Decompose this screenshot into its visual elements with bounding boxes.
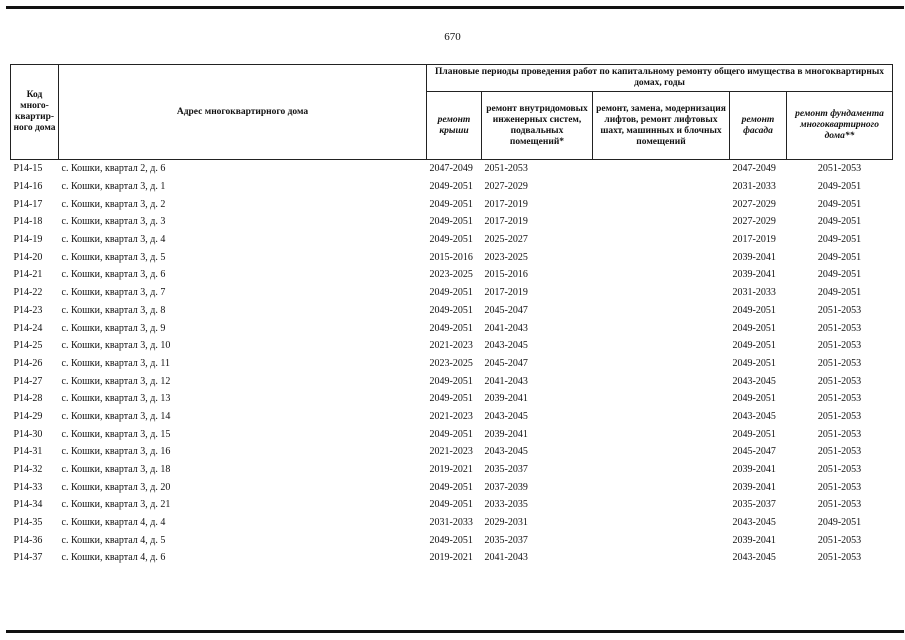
cell-roof: 2047-2049 bbox=[429, 163, 473, 175]
cell-code: Р14-28 bbox=[13, 393, 43, 405]
table-body bbox=[11, 160, 893, 567]
cell-facade: 2031-2033 bbox=[732, 287, 776, 299]
cell-lifts bbox=[593, 408, 730, 426]
cell-roof: 2031-2033 bbox=[429, 517, 473, 529]
cell-code: Р14-23 bbox=[13, 304, 43, 316]
table-row bbox=[11, 178, 893, 196]
cell-facade: 2049-2051 bbox=[732, 428, 776, 440]
cell-code: Р14-31 bbox=[13, 446, 43, 458]
cell-lifts bbox=[593, 266, 730, 284]
cell-foundation: 2049-2051 bbox=[817, 216, 862, 228]
cell-facade: 2039-2041 bbox=[732, 481, 776, 493]
cell-lifts bbox=[593, 514, 730, 532]
header-foundation: ремонт фундамента многоквартирного дома** bbox=[787, 92, 893, 160]
table-row bbox=[11, 372, 893, 390]
cell-address: с. Кошки, квартал 3, д. 13 bbox=[61, 393, 171, 405]
cell-roof: 2049-2051 bbox=[429, 322, 473, 334]
cell-engineering: 2043-2045 bbox=[484, 340, 528, 352]
cell-lifts bbox=[593, 478, 730, 496]
cell-foundation: 2051-2053 bbox=[817, 446, 862, 458]
cell-code: Р14-20 bbox=[13, 251, 43, 263]
cell-lifts bbox=[593, 319, 730, 337]
cell-foundation: 2051-2053 bbox=[817, 464, 862, 476]
cell-engineering: 2035-2037 bbox=[484, 534, 528, 546]
cell-foundation: 2051-2053 bbox=[817, 375, 862, 387]
table-row bbox=[11, 531, 893, 549]
table-row bbox=[11, 461, 893, 479]
cell-address: с. Кошки, квартал 3, д. 1 bbox=[61, 181, 166, 193]
cell-address: с. Кошки, квартал 3, д. 14 bbox=[61, 410, 171, 422]
cell-roof: 2021-2023 bbox=[429, 446, 473, 458]
cell-address: с. Кошки, квартал 4, д. 4 bbox=[61, 517, 166, 529]
cell-address: с. Кошки, квартал 3, д. 10 bbox=[61, 340, 171, 352]
header-code: Код много-квартир-ного дома bbox=[11, 65, 59, 160]
cell-roof: 2019-2021 bbox=[429, 552, 473, 564]
cell-address: с. Кошки, квартал 3, д. 11 bbox=[61, 357, 171, 369]
cell-foundation: 2049-2051 bbox=[817, 517, 862, 529]
cell-facade: 2045-2047 bbox=[732, 446, 776, 458]
cell-engineering: 2035-2037 bbox=[484, 464, 528, 476]
cell-facade: 2049-2051 bbox=[732, 357, 776, 369]
cell-facade: 2049-2051 bbox=[732, 340, 776, 352]
cell-address: с. Кошки, квартал 3, д. 4 bbox=[61, 234, 166, 246]
cell-code: Р14-24 bbox=[13, 322, 43, 334]
table-row bbox=[11, 425, 893, 443]
cell-code: Р14-15 bbox=[13, 163, 43, 175]
cell-foundation: 2051-2053 bbox=[817, 357, 862, 369]
cell-facade: 2049-2051 bbox=[732, 304, 776, 316]
header-address: Адрес многоквартирного дома bbox=[59, 65, 427, 160]
cell-facade: 2017-2019 bbox=[732, 234, 776, 246]
cell-facade: 2039-2041 bbox=[732, 464, 776, 476]
cell-engineering: 2027-2029 bbox=[484, 181, 528, 193]
table-row bbox=[11, 443, 893, 461]
table-row bbox=[11, 549, 893, 567]
cell-lifts bbox=[593, 425, 730, 443]
cell-roof: 2049-2051 bbox=[429, 428, 473, 440]
table-row bbox=[11, 337, 893, 355]
table-row bbox=[11, 284, 893, 302]
cell-foundation: 2051-2053 bbox=[817, 534, 862, 546]
cell-foundation: 2051-2053 bbox=[817, 410, 862, 422]
cell-facade: 2039-2041 bbox=[732, 269, 776, 281]
cell-lifts bbox=[593, 284, 730, 302]
cell-engineering: 2041-2043 bbox=[484, 322, 528, 334]
cell-roof: 2049-2051 bbox=[429, 198, 473, 210]
cell-facade: 2035-2037 bbox=[732, 499, 776, 511]
table-row bbox=[11, 319, 893, 337]
cell-lifts bbox=[593, 337, 730, 355]
cell-engineering: 2039-2041 bbox=[484, 393, 528, 405]
cell-facade: 2043-2045 bbox=[732, 375, 776, 387]
table-row bbox=[11, 248, 893, 266]
cell-lifts bbox=[593, 248, 730, 266]
cell-code: Р14-33 bbox=[13, 481, 43, 493]
cell-lifts bbox=[593, 390, 730, 408]
cell-facade: 2039-2041 bbox=[732, 251, 776, 263]
cell-engineering: 2043-2045 bbox=[484, 446, 528, 458]
cell-code: Р14-17 bbox=[13, 198, 43, 210]
table-row bbox=[11, 213, 893, 231]
cell-engineering: 2023-2025 bbox=[484, 251, 528, 263]
page-number: 670 bbox=[444, 31, 461, 43]
cell-engineering: 2045-2047 bbox=[484, 357, 528, 369]
cell-roof: 2049-2051 bbox=[429, 499, 473, 511]
cell-foundation: 2051-2053 bbox=[817, 304, 862, 316]
cell-engineering: 2041-2043 bbox=[484, 552, 528, 564]
table-row bbox=[11, 390, 893, 408]
table-row bbox=[11, 478, 893, 496]
cell-code: Р14-32 bbox=[13, 464, 43, 476]
cell-lifts bbox=[593, 443, 730, 461]
cell-roof: 2019-2021 bbox=[429, 464, 473, 476]
cell-foundation: 2049-2051 bbox=[817, 287, 862, 299]
cell-lifts bbox=[593, 355, 730, 373]
header-facade: ремонт фасада bbox=[730, 92, 787, 160]
cell-roof: 2049-2051 bbox=[429, 481, 473, 493]
cell-lifts bbox=[593, 178, 730, 196]
cell-foundation: 2049-2051 bbox=[817, 269, 862, 281]
cell-roof: 2021-2023 bbox=[429, 410, 473, 422]
cell-foundation: 2049-2051 bbox=[817, 234, 862, 246]
cell-foundation: 2051-2053 bbox=[817, 340, 862, 352]
cell-lifts bbox=[593, 549, 730, 567]
cell-address: с. Кошки, квартал 3, д. 6 bbox=[61, 269, 166, 281]
cell-code: Р14-18 bbox=[13, 216, 43, 228]
cell-address: с. Кошки, квартал 2, д. 6 bbox=[61, 163, 166, 175]
cell-address: с. Кошки, квартал 3, д. 3 bbox=[61, 216, 166, 228]
cell-address: с. Кошки, квартал 3, д. 8 bbox=[61, 304, 166, 316]
cell-roof: 2049-2051 bbox=[429, 375, 473, 387]
table-row bbox=[11, 160, 893, 178]
cell-foundation: 2051-2053 bbox=[817, 393, 862, 405]
cell-facade: 2031-2033 bbox=[732, 181, 776, 193]
cell-engineering: 2015-2016 bbox=[484, 269, 528, 281]
cell-code: Р14-37 bbox=[13, 552, 43, 564]
cell-engineering: 2025-2027 bbox=[484, 234, 528, 246]
cell-code: Р14-21 bbox=[13, 269, 43, 281]
cell-foundation: 2049-2051 bbox=[817, 251, 862, 263]
cell-foundation: 2051-2053 bbox=[817, 163, 862, 175]
cell-code: Р14-35 bbox=[13, 517, 43, 529]
cell-facade: 2043-2045 bbox=[732, 517, 776, 529]
cell-roof: 2049-2051 bbox=[429, 234, 473, 246]
cell-code: Р14-36 bbox=[13, 534, 43, 546]
cell-foundation: 2051-2053 bbox=[817, 481, 862, 493]
header-roof: ремонт крыши bbox=[427, 92, 482, 160]
table-row bbox=[11, 408, 893, 426]
cell-address: с. Кошки, квартал 3, д. 15 bbox=[61, 428, 171, 440]
cell-code: Р14-30 bbox=[13, 428, 43, 440]
cell-code: Р14-27 bbox=[13, 375, 43, 387]
cell-engineering: 2043-2045 bbox=[484, 410, 528, 422]
table-row bbox=[11, 496, 893, 514]
cell-code: Р14-26 bbox=[13, 357, 43, 369]
cell-code: Р14-19 bbox=[13, 234, 43, 246]
header-engineering: ремонт внутридомовых инженерных систем, подвальных помещений* bbox=[482, 92, 593, 160]
cell-engineering: 2045-2047 bbox=[484, 304, 528, 316]
cell-facade: 2047-2049 bbox=[732, 163, 776, 175]
cell-facade: 2043-2045 bbox=[732, 552, 776, 564]
cell-foundation: 2051-2053 bbox=[817, 552, 862, 564]
cell-engineering: 2051-2053 bbox=[484, 163, 528, 175]
cell-address: с. Кошки, квартал 3, д. 12 bbox=[61, 375, 171, 387]
cell-facade: 2043-2045 bbox=[732, 410, 776, 422]
cell-lifts bbox=[593, 461, 730, 479]
cell-foundation: 2049-2051 bbox=[817, 181, 862, 193]
cell-address: с. Кошки, квартал 3, д. 20 bbox=[61, 481, 171, 493]
bottom-rule bbox=[6, 630, 904, 633]
cell-lifts bbox=[593, 213, 730, 231]
cell-roof: 2023-2025 bbox=[429, 357, 473, 369]
cell-engineering: 2017-2019 bbox=[484, 198, 528, 210]
cell-engineering: 2037-2039 bbox=[484, 481, 528, 493]
cell-address: с. Кошки, квартал 3, д. 7 bbox=[61, 287, 166, 299]
repair-schedule-table bbox=[10, 64, 893, 567]
header-lifts: ремонт, замена, модернизация лифтов, ремонт лифтовых шахт, машинных и блочных помещений bbox=[593, 92, 730, 160]
cell-address: с. Кошки, квартал 4, д. 6 bbox=[61, 552, 166, 564]
cell-address: с. Кошки, квартал 3, д. 16 bbox=[61, 446, 171, 458]
cell-roof: 2049-2051 bbox=[429, 287, 473, 299]
cell-lifts bbox=[593, 372, 730, 390]
cell-engineering: 2017-2019 bbox=[484, 287, 528, 299]
cell-roof: 2023-2025 bbox=[429, 269, 473, 281]
cell-engineering: 2033-2035 bbox=[484, 499, 528, 511]
cell-facade: 2027-2029 bbox=[732, 198, 776, 210]
table-row bbox=[11, 266, 893, 284]
table-row bbox=[11, 302, 893, 320]
cell-lifts bbox=[593, 160, 730, 178]
cell-foundation: 2049-2051 bbox=[817, 198, 862, 210]
top-rule bbox=[6, 6, 904, 9]
cell-address: с. Кошки, квартал 3, д. 21 bbox=[61, 499, 171, 511]
cell-facade: 2049-2051 bbox=[732, 322, 776, 334]
table-row bbox=[11, 355, 893, 373]
cell-facade: 2049-2051 bbox=[732, 393, 776, 405]
cell-address: с. Кошки, квартал 3, д. 5 bbox=[61, 251, 166, 263]
header-group: Плановые периоды проведения работ по капитальному ремонту общего имущества в многоквартирных домах, годы bbox=[427, 65, 893, 92]
cell-foundation: 2051-2053 bbox=[817, 322, 862, 334]
cell-roof: 2049-2051 bbox=[429, 393, 473, 405]
cell-foundation: 2051-2053 bbox=[817, 428, 862, 440]
cell-roof: 2049-2051 bbox=[429, 304, 473, 316]
cell-address: с. Кошки, квартал 3, д. 2 bbox=[61, 198, 166, 210]
cell-roof: 2015-2016 bbox=[429, 251, 473, 263]
table-row bbox=[11, 195, 893, 213]
cell-facade: 2027-2029 bbox=[732, 216, 776, 228]
table-row bbox=[11, 231, 893, 249]
cell-code: Р14-25 bbox=[13, 340, 43, 352]
cell-roof: 2049-2051 bbox=[429, 534, 473, 546]
cell-code: Р14-34 bbox=[13, 499, 43, 511]
cell-lifts bbox=[593, 231, 730, 249]
cell-roof: 2021-2023 bbox=[429, 340, 473, 352]
cell-engineering: 2041-2043 bbox=[484, 375, 528, 387]
cell-code: Р14-22 bbox=[13, 287, 43, 299]
cell-code: Р14-29 bbox=[13, 410, 43, 422]
cell-facade: 2039-2041 bbox=[732, 534, 776, 546]
table-row bbox=[11, 514, 893, 532]
cell-roof: 2049-2051 bbox=[429, 216, 473, 228]
cell-engineering: 2039-2041 bbox=[484, 428, 528, 440]
cell-foundation: 2051-2053 bbox=[817, 499, 862, 511]
cell-code: Р14-16 bbox=[13, 181, 43, 193]
cell-lifts bbox=[593, 195, 730, 213]
cell-address: с. Кошки, квартал 4, д. 5 bbox=[61, 534, 166, 546]
cell-address: с. Кошки, квартал 3, д. 18 bbox=[61, 464, 171, 476]
cell-address: с. Кошки, квартал 3, д. 9 bbox=[61, 322, 166, 334]
cell-lifts bbox=[593, 496, 730, 514]
cell-engineering: 2029-2031 bbox=[484, 517, 528, 529]
cell-lifts bbox=[593, 531, 730, 549]
cell-engineering: 2017-2019 bbox=[484, 216, 528, 228]
cell-roof: 2049-2051 bbox=[429, 181, 473, 193]
cell-lifts bbox=[593, 302, 730, 320]
